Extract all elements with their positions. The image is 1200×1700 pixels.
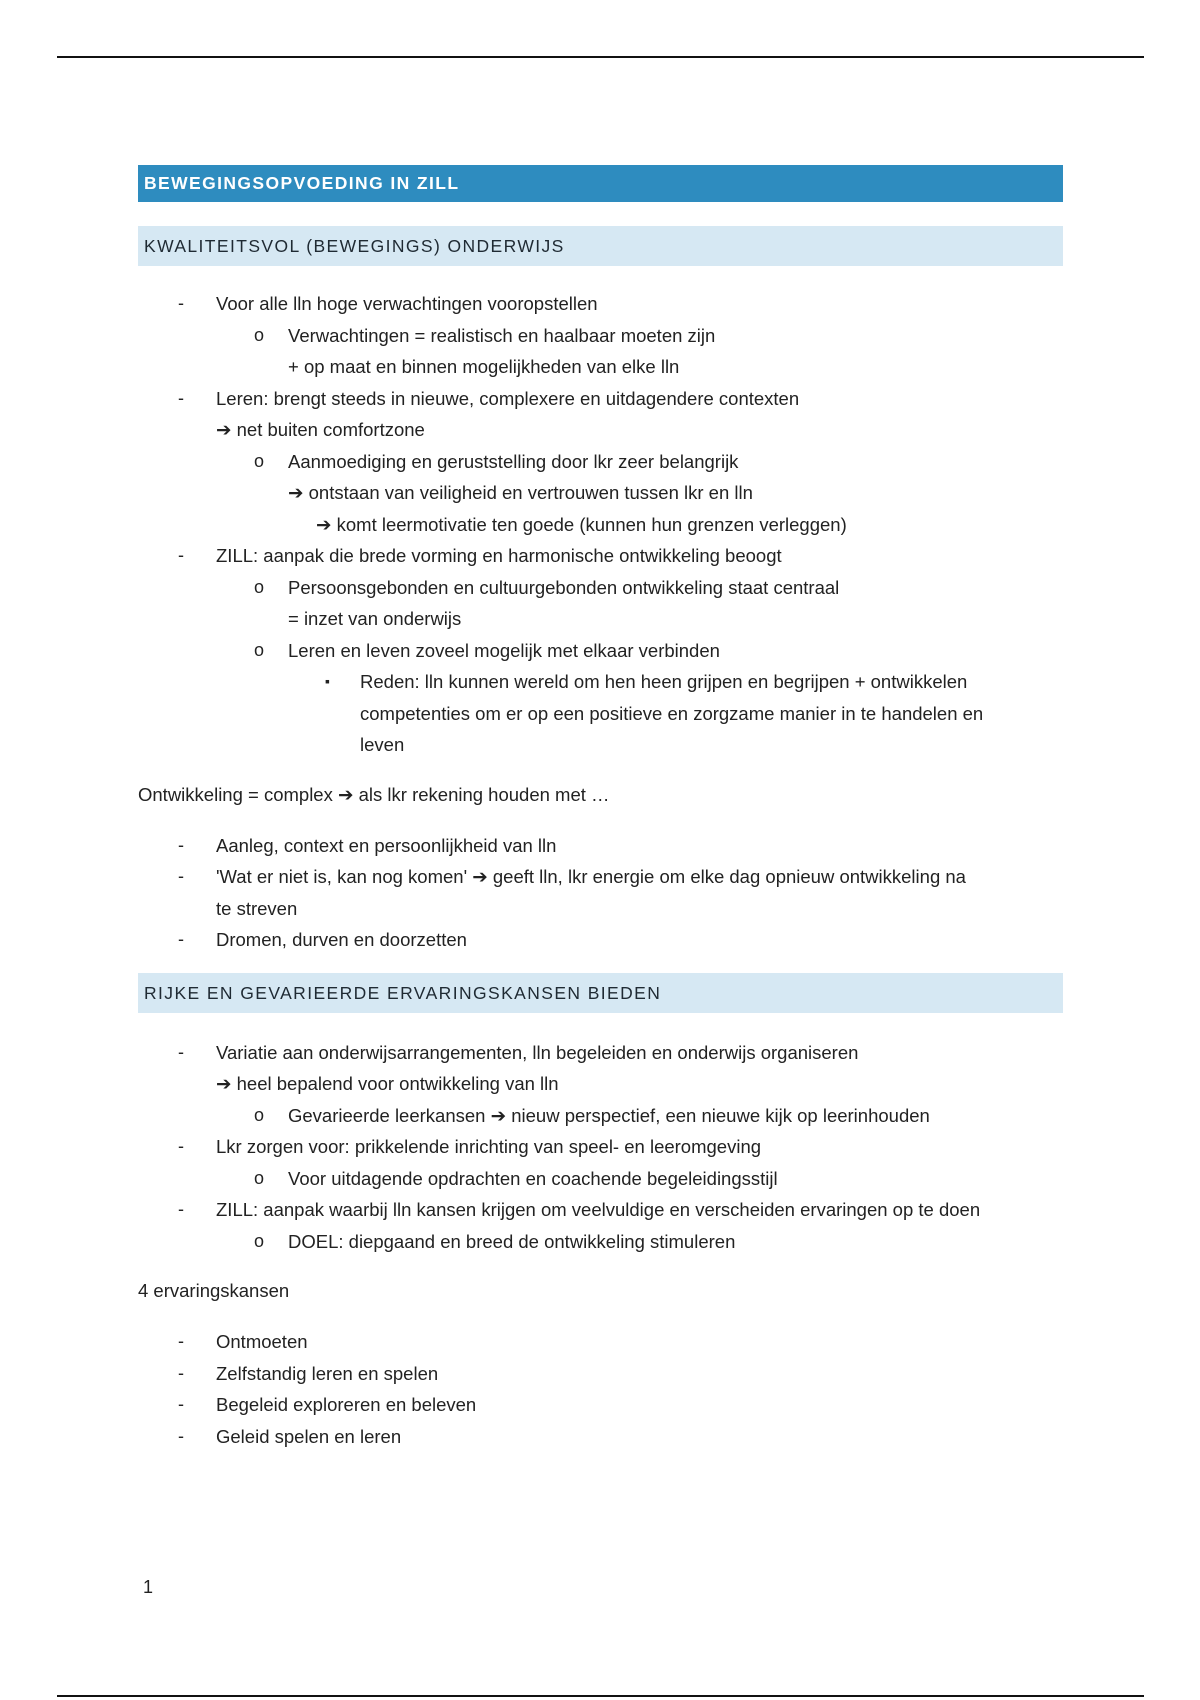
dash-bullet: - xyxy=(178,545,184,565)
circle-bullet: o xyxy=(254,1230,265,1251)
dash-bullet: - xyxy=(178,834,184,855)
list-item xyxy=(138,477,1063,509)
list-item-text: Voor alle lln hoge verwachtingen vooropstellen xyxy=(216,293,598,314)
list-item xyxy=(138,320,1063,352)
list-item-text: leven xyxy=(360,734,405,755)
list-item xyxy=(138,288,1063,320)
dash-bullet: - xyxy=(178,929,184,949)
list-item xyxy=(138,830,1063,862)
list-item-text: DOEL: diepgaand en breed de ontwikkeling stimuleren xyxy=(288,1230,736,1252)
list-item-text: ➔ ontstaan van veiligheid en vertrouwen tussen lkr en lln xyxy=(288,482,753,503)
list-item-text: Leren en leven zoveel mogelijk met elkaar verbinden xyxy=(288,639,720,661)
dash-bullet: - xyxy=(178,1041,184,1062)
list-item xyxy=(138,509,1063,541)
list-item-text: Geleid spelen en leren xyxy=(216,1425,402,1447)
list-item xyxy=(138,572,1063,604)
circle-bullet: o xyxy=(254,1167,265,1188)
list-item-text: Voor uitdagende opdrachten en coachende begeleidingsstijl xyxy=(288,1167,778,1189)
list-item-text: Ontmoeten xyxy=(216,1331,308,1352)
dash-bullet: - xyxy=(178,1136,184,1156)
list-item-text: ZILL: aanpak waarbij lln kansen krijgen om veelvuldige en verscheiden ervaringen op te doen xyxy=(216,1199,981,1220)
list-item xyxy=(138,729,1063,761)
top-rule xyxy=(57,56,1144,58)
list-item-text: ➔ net buiten comfortzone xyxy=(216,419,425,440)
dash-bullet: - xyxy=(178,1199,184,1219)
list-item xyxy=(138,861,1063,893)
list-item-text: Begeleid exploreren en beleven xyxy=(216,1394,477,1415)
list-item xyxy=(138,924,1063,956)
list-item-text: 'Wat er niet is, kan nog komen' ➔ geeft lln, lkr energie om elke dag opnieuw ontwikkeling na xyxy=(216,866,966,887)
list-item xyxy=(138,446,1063,478)
list-item-text: Verwachtingen = realistisch en haalbaar moeten zijn xyxy=(288,324,716,346)
list-item-text: Dromen, durven en doorzetten xyxy=(216,929,467,950)
list-item xyxy=(138,1326,1063,1358)
list-item xyxy=(138,603,1063,635)
list-item-text: Leren: brengt steeds in nieuwe, complexere en uitdagendere contexten xyxy=(216,387,800,409)
list-item-text: Reden: lln kunnen wereld om hen heen grijpen en begrijpen + ontwikkelen xyxy=(360,671,968,692)
list-item xyxy=(138,666,1063,698)
dash-bullet: - xyxy=(178,1331,184,1351)
list-item xyxy=(138,1163,1063,1195)
section-heading-kwaliteitsvol: KWALITEITSVOL (BEWEGINGS) ONDERWIJS xyxy=(138,226,1063,266)
dash-bullet: - xyxy=(178,1362,184,1383)
list-item-text: ➔ komt leermotivatie ten goede (kunnen hun grenzen verleggen) xyxy=(316,513,847,535)
section-heading-ervaringskansen: RIJKE EN GEVARIEERDE ERVARINGSKANSEN BIEDEN xyxy=(138,973,1063,1013)
list-item-text: + op maat en binnen mogelijkheden van elke lln xyxy=(288,356,680,377)
list-item xyxy=(138,698,1063,730)
circle-bullet: o xyxy=(254,639,265,660)
list-item xyxy=(138,1037,1063,1069)
list-item xyxy=(138,635,1063,667)
dash-bullet: - xyxy=(178,1425,184,1446)
list-item xyxy=(138,1194,1063,1226)
list-item xyxy=(138,1068,1063,1100)
circle-bullet: o xyxy=(254,576,265,597)
list-item xyxy=(138,1226,1063,1258)
paragraph-ervaringskansen: 4 ervaringskansen xyxy=(138,1280,290,1301)
list-item xyxy=(138,1131,1063,1163)
list-item xyxy=(138,540,1063,572)
list-item-text: Aanleg, context en persoonlijkheid van lln xyxy=(216,834,557,856)
list-item-text: Aanmoediging en geruststelling door lkr zeer belangrijk xyxy=(288,450,739,472)
square-bullet: ▪ xyxy=(325,673,330,689)
circle-bullet: o xyxy=(254,450,265,471)
list-item-text: Zelfstandig leren en spelen xyxy=(216,1362,439,1384)
list-item-text: competenties om er op een positieve en zorgzame manier in te handelen en xyxy=(360,702,984,724)
bottom-rule xyxy=(57,1695,1144,1697)
document-content xyxy=(138,165,1063,1452)
dash-bullet: - xyxy=(178,293,184,313)
circle-bullet: o xyxy=(254,324,265,345)
list-item-text: te streven xyxy=(216,897,298,919)
list-item xyxy=(138,1421,1063,1453)
document-title: BEWEGINGSOPVOEDING IN ZILL xyxy=(138,165,1063,202)
circle-bullet: o xyxy=(254,1104,265,1125)
list-item xyxy=(138,383,1063,415)
list-item xyxy=(138,351,1063,383)
list-item xyxy=(138,1100,1063,1132)
list-item xyxy=(138,414,1063,446)
dash-bullet: - xyxy=(178,866,184,886)
list-item xyxy=(138,1358,1063,1390)
list-item xyxy=(138,1389,1063,1421)
dash-bullet: - xyxy=(178,387,184,408)
list-item-text: Lkr zorgen voor: prikkelende inrichting van speel- en leeromgeving xyxy=(216,1136,762,1157)
list-item-text: Persoonsgebonden en cultuurgebonden ontwikkeling staat centraal xyxy=(288,576,840,598)
paragraph-ontwikkeling: Ontwikkeling = complex ➔ als lkr rekening houden met … xyxy=(138,783,610,805)
list-item-text: Variatie aan onderwijsarrangementen, lln begeleiden en onderwijs organiseren xyxy=(216,1041,859,1063)
list-item-text: Gevarieerde leerkansen ➔ nieuw perspectief, een nieuwe kijk op leerinhouden xyxy=(288,1104,930,1126)
page-number: 1 xyxy=(143,1577,154,1597)
list-item-text: ➔ heel bepalend voor ontwikkeling van lln xyxy=(216,1073,559,1094)
list-item xyxy=(138,893,1063,925)
list-item-text: = inzet van onderwijs xyxy=(288,608,462,629)
dash-bullet: - xyxy=(178,1394,184,1414)
list-item-text: ZILL: aanpak die brede vorming en harmonische ontwikkeling beoogt xyxy=(216,545,782,566)
